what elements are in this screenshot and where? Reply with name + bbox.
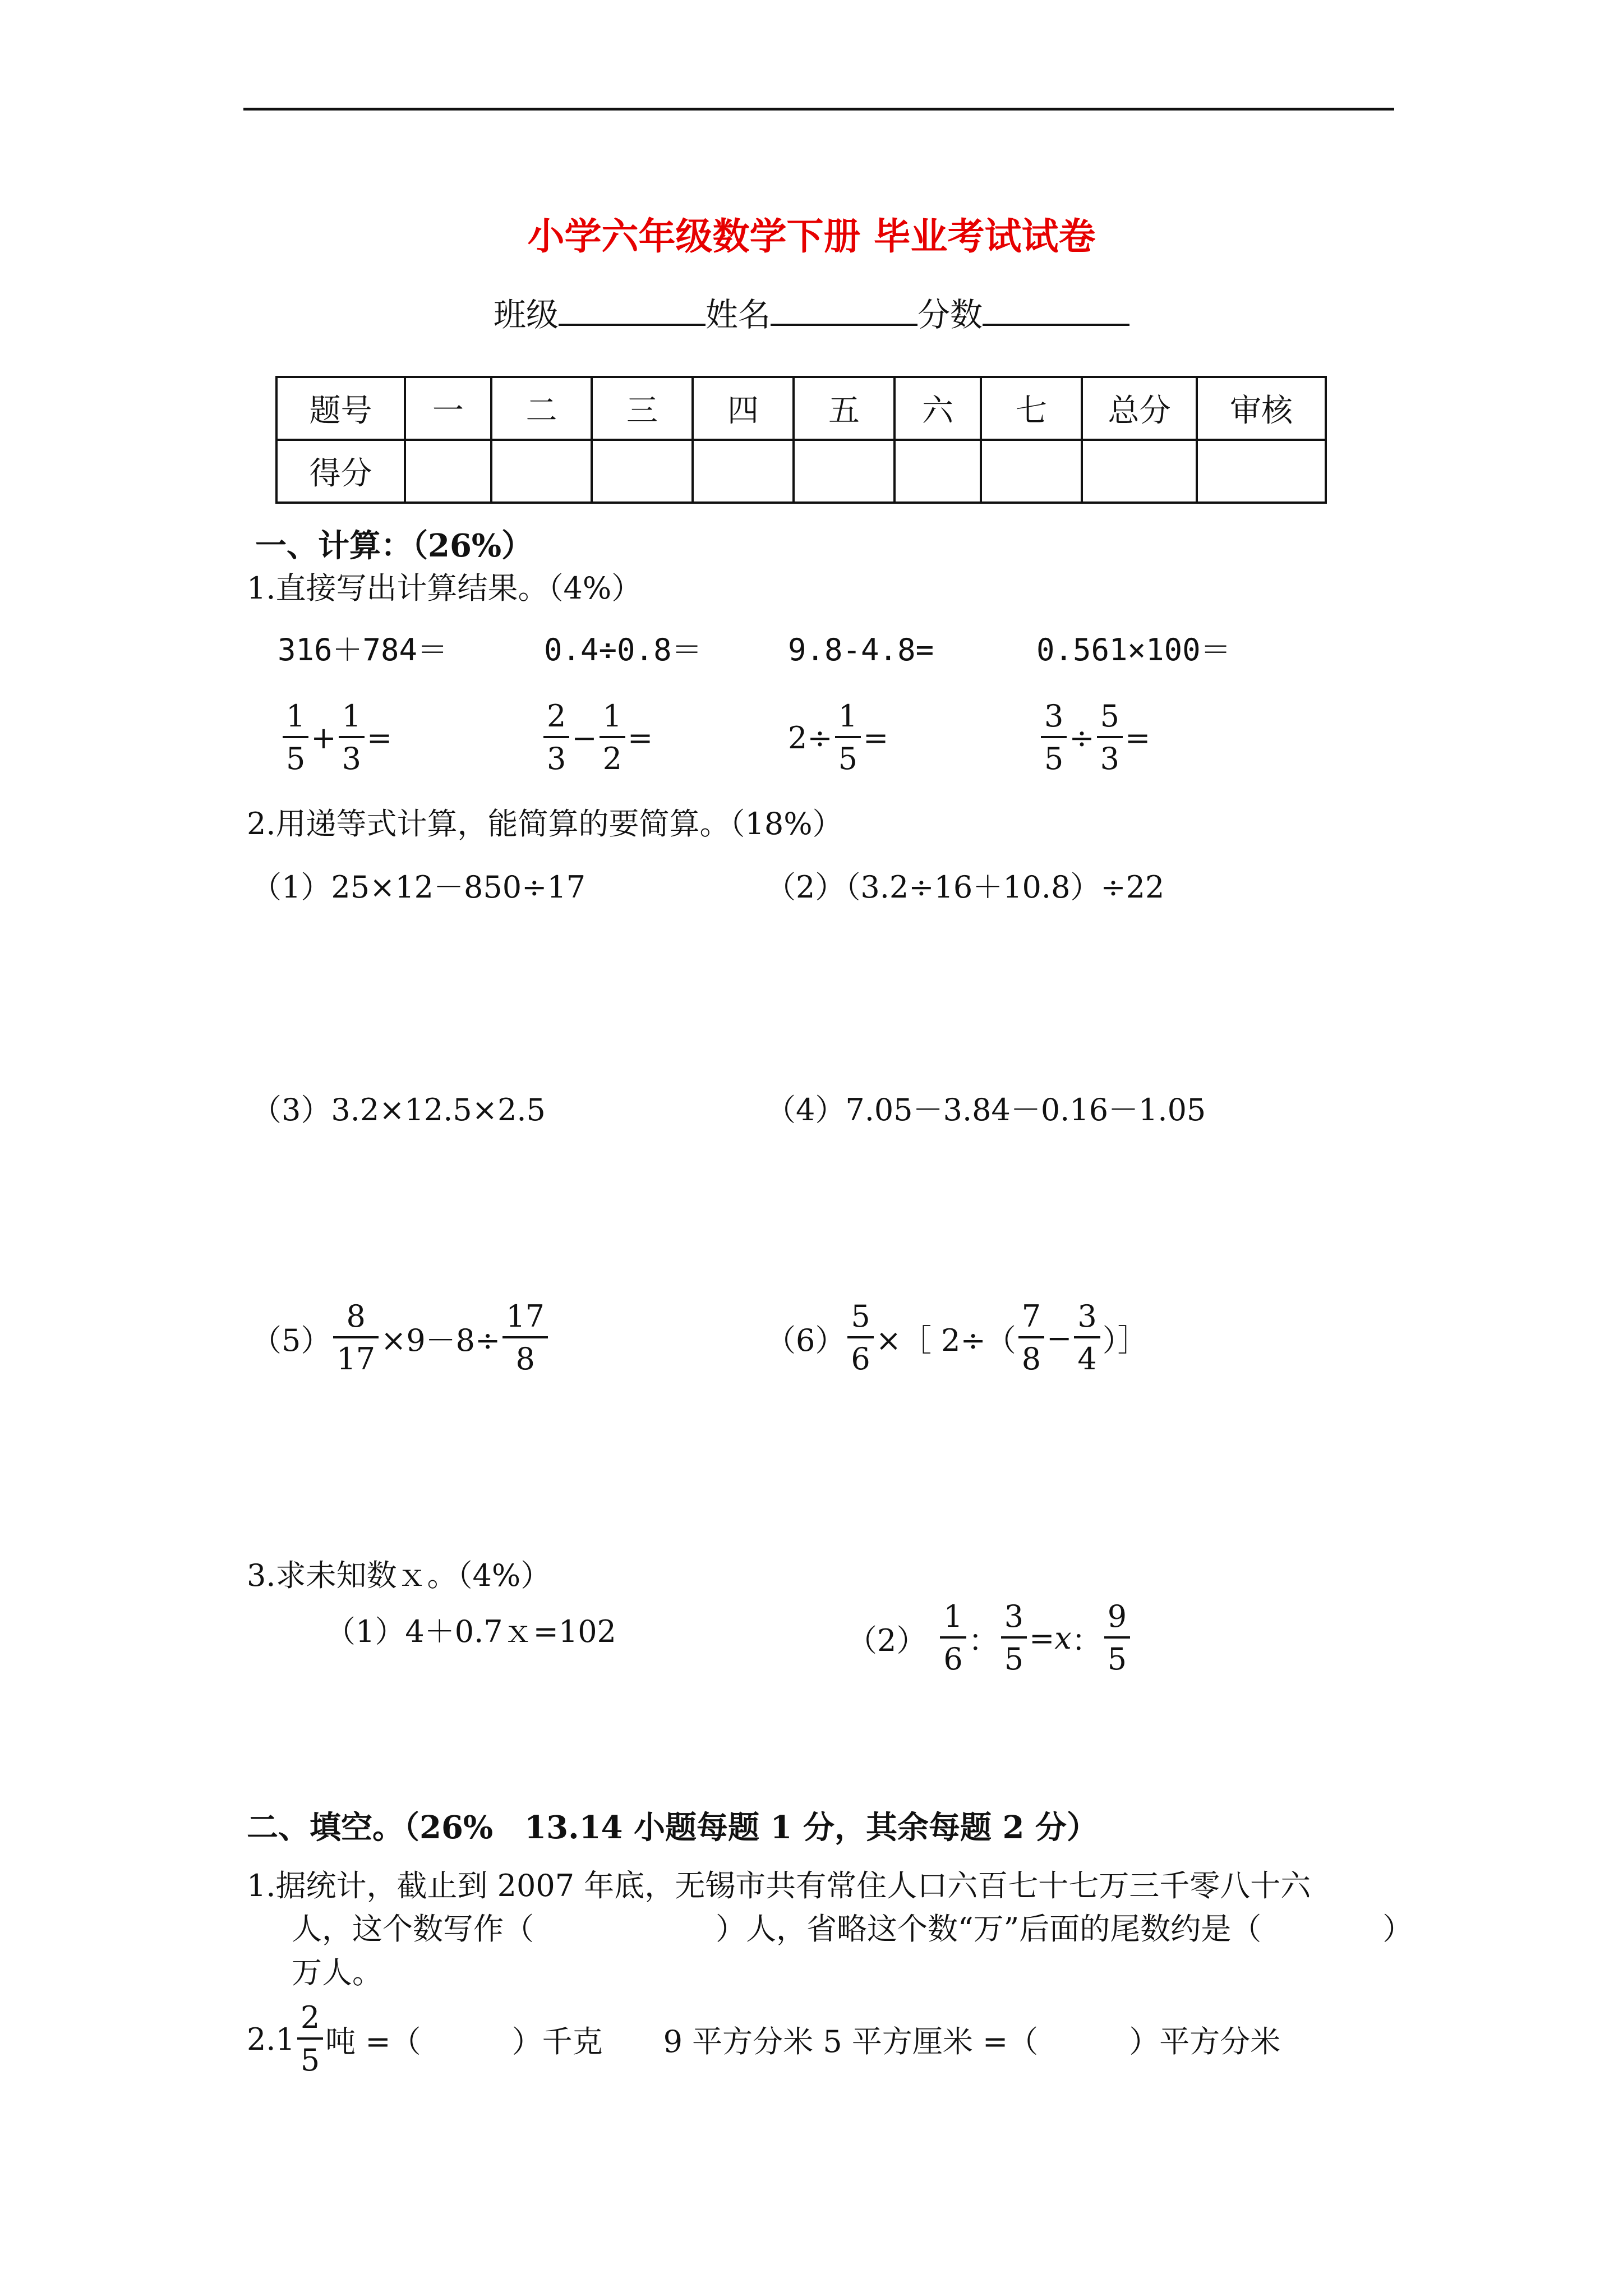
fraction: $\frac{9}{5}$: [1104, 1602, 1130, 1674]
q1-title: 1.直接写出计算结果。（4%）: [247, 570, 642, 606]
score-label: 分数: [917, 296, 983, 334]
score-table-score-row: [276, 440, 1326, 503]
score-cell[interactable]: [592, 440, 693, 503]
q1-fraction-item: $\frac{1}{5}$ + $\frac{1}{3}$ =: [280, 701, 392, 774]
header-cell: 二: [491, 377, 592, 440]
class-label: 班级: [493, 296, 559, 334]
name-blank[interactable]: [771, 295, 917, 326]
fraction: $\frac{1}{5}$: [283, 701, 308, 774]
q1-item: 9.8-4.8=: [788, 632, 934, 668]
top-rule: [243, 108, 1394, 111]
fraction: $\frac{1}{6}$: [940, 1602, 966, 1674]
fraction: $\frac{3}{4}$: [1074, 1301, 1100, 1374]
score-row-label: 得分: [276, 440, 405, 503]
score-cell[interactable]: [794, 440, 895, 503]
score-table-header-row: [276, 377, 1326, 440]
header-cell: 六: [895, 377, 981, 440]
fraction: $\frac{1}{5}$: [835, 701, 861, 774]
fraction: $\frac{3}{5}$: [1041, 701, 1067, 774]
header-cell: 五: [794, 377, 895, 440]
q1-fraction-item: $\frac{3}{5}$ ÷ $\frac{5}{3}$ =: [1039, 701, 1150, 774]
q1-item: 316＋784＝: [278, 632, 448, 668]
class-blank[interactable]: [559, 295, 706, 326]
fraction: $\frac{2}{3}$: [543, 701, 569, 774]
q1-item: 0.561×100＝: [1036, 632, 1231, 668]
header-cell: 七: [981, 377, 1082, 440]
q1-fraction-item: $\frac{2}{3}$ − $\frac{1}{2}$ =: [541, 701, 653, 774]
section2-heading: 二、填空。（26% 13.14 小题每题 1 分，其余每题 2 分）: [247, 1809, 1098, 1846]
fraction: $\frac{8}{17}$: [333, 1301, 379, 1374]
score-table: [275, 376, 1327, 504]
q2-problem: （3）3.2×12.5×2.5: [251, 1092, 546, 1128]
q1-item: 0.4÷0.8＝: [544, 632, 702, 668]
score-cell[interactable]: [405, 440, 491, 503]
score-cell[interactable]: [693, 440, 794, 503]
q2-problem: （4）7.05－3.84－0.16－1.05: [766, 1092, 1206, 1128]
score-cell[interactable]: [1082, 440, 1197, 503]
fraction: $\frac{3}{5}$: [1001, 1602, 1027, 1674]
fraction: $\frac{5}{6}$: [847, 1301, 873, 1374]
name-label: 姓名: [705, 296, 771, 334]
header-cell: 一: [405, 377, 491, 440]
header-cell: 审核: [1197, 377, 1326, 440]
q2-title: 2.用递等式计算，能简算的要简算。（18%）: [247, 806, 843, 841]
student-info-line: [0, 295, 1623, 334]
q2-problem: （6） $\frac{5}{6}$ ×［ 2÷（ $\frac{7}{8}$ − $\frac{3}{4}$ ）］: [766, 1299, 1148, 1377]
fraction: $\frac{2}{5}$: [297, 2003, 323, 2076]
score-cell[interactable]: [1197, 440, 1326, 503]
score-cell[interactable]: [895, 440, 981, 503]
fraction: $\frac{1}{2}$: [600, 701, 625, 774]
q3-problem: （2） $\frac{1}{6}$ ： $\frac{3}{5}$ = x ： $\frac{9}{5}$: [847, 1602, 1132, 1674]
section1-heading: 一、计算：（26%）: [255, 527, 533, 564]
q1-fraction-item: 2÷ $\frac{1}{5}$ =: [788, 698, 889, 776]
fill-q1-line: 万人。: [292, 1955, 382, 1990]
fraction: $\frac{1}{3}$: [339, 701, 365, 774]
fraction: $\frac{5}{3}$: [1097, 701, 1123, 774]
header-cell: 四: [693, 377, 794, 440]
header-cell: 三: [592, 377, 693, 440]
fraction: $\frac{17}{8}$: [502, 1301, 548, 1374]
score-cell[interactable]: [491, 440, 592, 503]
q2-problem: （5） $\frac{8}{17}$ ×9－8÷ $\frac{17}{8}$: [251, 1301, 550, 1374]
score-cell[interactable]: [981, 440, 1082, 503]
header-cell: 总分: [1082, 377, 1197, 440]
fill-q1-line: 人，这个数写作（ ）人，省略这个数“万”后面的尾数约是（ ）: [292, 1911, 1413, 1947]
fill-q1-line: 1.据统计，截止到 2007 年底，无锡市共有常住人口六百七十七万三千零八十六: [247, 1868, 1311, 1903]
page-title: 小学六年级数学下册 毕业考试试卷: [527, 214, 1096, 258]
q3-title: 3.求未知数ｘ。（4%）: [247, 1558, 551, 1593]
fraction: $\frac{7}{8}$: [1018, 1301, 1044, 1374]
q3-problem: （1）4＋0.7ｘ=102: [325, 1614, 616, 1649]
header-cell: 题号: [276, 377, 405, 440]
score-blank[interactable]: [983, 295, 1129, 326]
q2-problem: （1）25×12－850÷17: [251, 869, 586, 905]
q2-problem: （2）（3.2÷16＋10.8）÷22: [766, 869, 1165, 905]
fill-q2: 2. 1 $\frac{2}{5}$ 吨 =（ ）千克 9 平方分米 5 平方厘米 =（ ）平方分米: [247, 2000, 1281, 2078]
